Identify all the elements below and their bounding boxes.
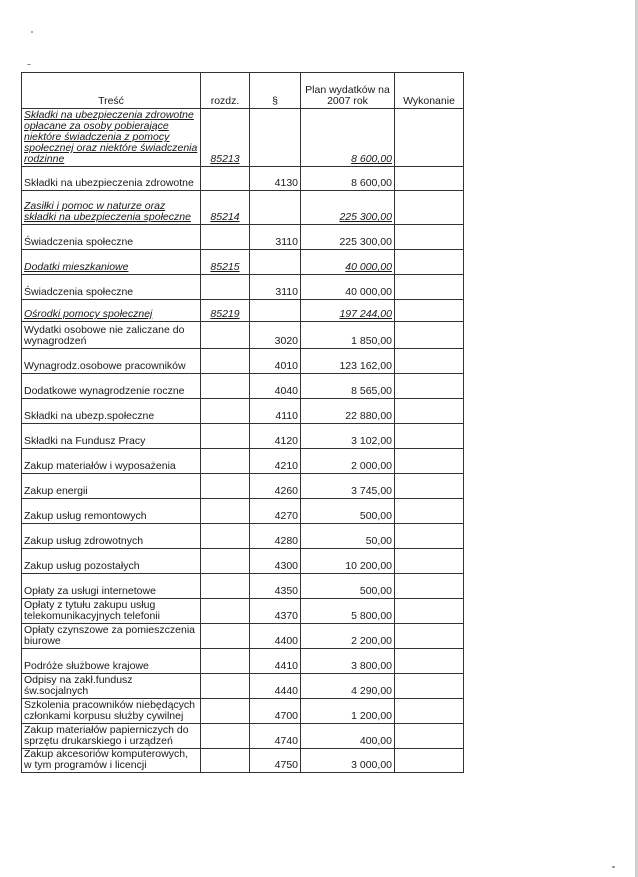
table-row (22, 674, 464, 699)
row-execution (395, 322, 464, 349)
table-row (22, 167, 464, 191)
row-plan: 1 200,00 (301, 699, 395, 724)
row-section (201, 424, 250, 449)
row-execution (395, 599, 464, 624)
row-paragraph (250, 191, 301, 225)
scan-speck (31, 31, 33, 33)
row-section: 85214 (201, 191, 250, 225)
row-section (201, 624, 250, 649)
row-paragraph: 4260 (250, 474, 301, 499)
table-row (22, 474, 464, 499)
header-section: rozdz. (201, 73, 250, 109)
header-description: Treść (22, 73, 201, 109)
row-plan: 40 000,00 (301, 275, 395, 300)
row-section (201, 374, 250, 399)
row-description: Wynagrodz.osobowe pracowników (22, 349, 201, 374)
scan-speck (612, 866, 615, 868)
row-section (201, 322, 250, 349)
row-description: Zakup akcesoriów komputerowych, w tym programów i licencji (22, 749, 201, 773)
row-section (201, 674, 250, 699)
row-plan: 3 800,00 (301, 649, 395, 674)
row-paragraph: 4270 (250, 499, 301, 524)
row-plan: 2 200,00 (301, 624, 395, 649)
row-description: Podróże służbowe krajowe (22, 649, 201, 674)
row-plan: 40 000,00 (301, 250, 395, 275)
row-execution (395, 724, 464, 749)
row-section: 85215 (201, 250, 250, 275)
row-execution (395, 524, 464, 549)
row-paragraph: 4210 (250, 449, 301, 474)
row-description: Opłaty z tytułu zakupu usług telekomunikacyjnych telefonii (22, 599, 201, 624)
row-section (201, 499, 250, 524)
row-execution (395, 499, 464, 524)
row-section (201, 574, 250, 599)
row-description: Dodatkowe wynagrodzenie roczne (22, 374, 201, 399)
row-paragraph: 4440 (250, 674, 301, 699)
row-paragraph: 4350 (250, 574, 301, 599)
row-section (201, 749, 250, 773)
row-execution (395, 649, 464, 674)
row-section (201, 225, 250, 250)
header-plan: Plan wydatków na 2007 rok (301, 73, 395, 109)
row-section (201, 474, 250, 499)
row-section (201, 649, 250, 674)
row-description: Składki na ubezpieczenia zdrowotne (22, 167, 201, 191)
table-row (22, 424, 464, 449)
table-row (22, 549, 464, 574)
row-paragraph: 4040 (250, 374, 301, 399)
table-body (22, 109, 464, 773)
row-execution (395, 275, 464, 300)
header-paragraph: § (250, 73, 301, 109)
row-paragraph: 4750 (250, 749, 301, 773)
row-paragraph: 4400 (250, 624, 301, 649)
row-plan: 2 000,00 (301, 449, 395, 474)
row-description: Świadczenia społeczne (22, 275, 201, 300)
row-plan: 400,00 (301, 724, 395, 749)
table-row (22, 300, 464, 322)
row-description: Składki na Fundusz Pracy (22, 424, 201, 449)
row-description: Zasiłki i pomoc w naturze oraz składki na ubezpieczenia społeczne (22, 191, 201, 225)
table-row (22, 649, 464, 674)
table-row (22, 574, 464, 599)
row-plan: 8 565,00 (301, 374, 395, 399)
row-description: Zakup usług remontowych (22, 499, 201, 524)
row-paragraph: 4300 (250, 549, 301, 574)
row-description: Zakup materiałów i wyposażenia (22, 449, 201, 474)
row-section (201, 599, 250, 624)
row-plan: 4 290,00 (301, 674, 395, 699)
row-execution (395, 424, 464, 449)
row-plan: 8 600,00 (301, 109, 395, 167)
row-plan: 197 244,00 (301, 300, 395, 322)
row-plan: 123 162,00 (301, 349, 395, 374)
row-paragraph: 4410 (250, 649, 301, 674)
row-execution (395, 225, 464, 250)
row-paragraph: 4120 (250, 424, 301, 449)
row-description: Wydatki osobowe nie zaliczane do wynagrodzeń (22, 322, 201, 349)
row-section (201, 349, 250, 374)
table-row (22, 322, 464, 349)
budget-table (21, 72, 464, 773)
table-row (22, 109, 464, 167)
table-row (22, 399, 464, 424)
row-execution (395, 349, 464, 374)
table-row (22, 449, 464, 474)
table-row (22, 724, 464, 749)
table-row (22, 275, 464, 300)
table-header-row (22, 73, 464, 109)
row-paragraph (250, 109, 301, 167)
row-description: Szkolenia pracowników niebędących członkami korpusu służby cywilnej (22, 699, 201, 724)
row-description: Składki na ubezp.społeczne (22, 399, 201, 424)
row-paragraph: 3020 (250, 322, 301, 349)
row-execution (395, 699, 464, 724)
table-row (22, 499, 464, 524)
row-paragraph: 4370 (250, 599, 301, 624)
row-plan: 10 200,00 (301, 549, 395, 574)
table-row (22, 250, 464, 275)
row-execution (395, 749, 464, 773)
row-plan: 50,00 (301, 524, 395, 549)
row-plan: 3 102,00 (301, 424, 395, 449)
row-plan: 500,00 (301, 499, 395, 524)
row-paragraph (250, 300, 301, 322)
table-row (22, 191, 464, 225)
table-row (22, 225, 464, 250)
row-execution (395, 300, 464, 322)
row-plan: 22 880,00 (301, 399, 395, 424)
row-plan: 225 300,00 (301, 225, 395, 250)
row-section: 85213 (201, 109, 250, 167)
row-description: Dodatki mieszkaniowe (22, 250, 201, 275)
table-row (22, 624, 464, 649)
row-description: Opłaty czynszowe za pomieszczenia biurowe (22, 624, 201, 649)
row-plan: 1 850,00 (301, 322, 395, 349)
row-execution (395, 574, 464, 599)
row-execution (395, 167, 464, 191)
row-section (201, 724, 250, 749)
row-section: 85219 (201, 300, 250, 322)
row-plan: 3 745,00 (301, 474, 395, 499)
row-section (201, 399, 250, 424)
row-paragraph: 4740 (250, 724, 301, 749)
row-description: Zakup energii (22, 474, 201, 499)
row-plan: 3 000,00 (301, 749, 395, 773)
table-row (22, 749, 464, 773)
table-row (22, 349, 464, 374)
row-execution (395, 474, 464, 499)
row-plan: 5 800,00 (301, 599, 395, 624)
row-paragraph: 4280 (250, 524, 301, 549)
table-row (22, 524, 464, 549)
row-paragraph (250, 250, 301, 275)
row-plan: 8 600,00 (301, 167, 395, 191)
row-execution (395, 399, 464, 424)
row-description: Opłaty za usługi internetowe (22, 574, 201, 599)
row-paragraph: 4130 (250, 167, 301, 191)
table-row (22, 599, 464, 624)
table-row (22, 374, 464, 399)
row-plan: 225 300,00 (301, 191, 395, 225)
row-execution (395, 250, 464, 275)
row-paragraph: 3110 (250, 275, 301, 300)
row-execution (395, 549, 464, 574)
row-execution (395, 449, 464, 474)
row-section (201, 549, 250, 574)
row-execution (395, 191, 464, 225)
row-paragraph: 4110 (250, 399, 301, 424)
row-description: Odpisy na zakł.fundusz św.socjalnych (22, 674, 201, 699)
row-description: Ośrodki pomocy społecznej (22, 300, 201, 322)
row-description: Zakup usług pozostałych (22, 549, 201, 574)
row-section (201, 449, 250, 474)
row-execution (395, 109, 464, 167)
row-execution (395, 624, 464, 649)
row-paragraph: 4700 (250, 699, 301, 724)
row-paragraph: 3110 (250, 225, 301, 250)
row-section (201, 167, 250, 191)
row-section (201, 275, 250, 300)
row-description: Świadczenia społeczne (22, 225, 201, 250)
scan-speck (27, 64, 31, 65)
row-paragraph: 4010 (250, 349, 301, 374)
row-execution (395, 374, 464, 399)
header-execution: Wykonanie (395, 73, 464, 109)
table-row (22, 699, 464, 724)
row-section (201, 524, 250, 549)
row-plan: 500,00 (301, 574, 395, 599)
row-description: Zakup materiałów papierniczych do sprzętu drukarskiego i urządzeń (22, 724, 201, 749)
row-description: Zakup usług zdrowotnych (22, 524, 201, 549)
row-section (201, 699, 250, 724)
row-execution (395, 674, 464, 699)
row-description: Składki na ubezpieczenia zdrowotne opłacane za osoby pobierające niektóre świadczenia z pomocy społecznej oraz niektóre świadczenia rodzinne (22, 109, 201, 167)
